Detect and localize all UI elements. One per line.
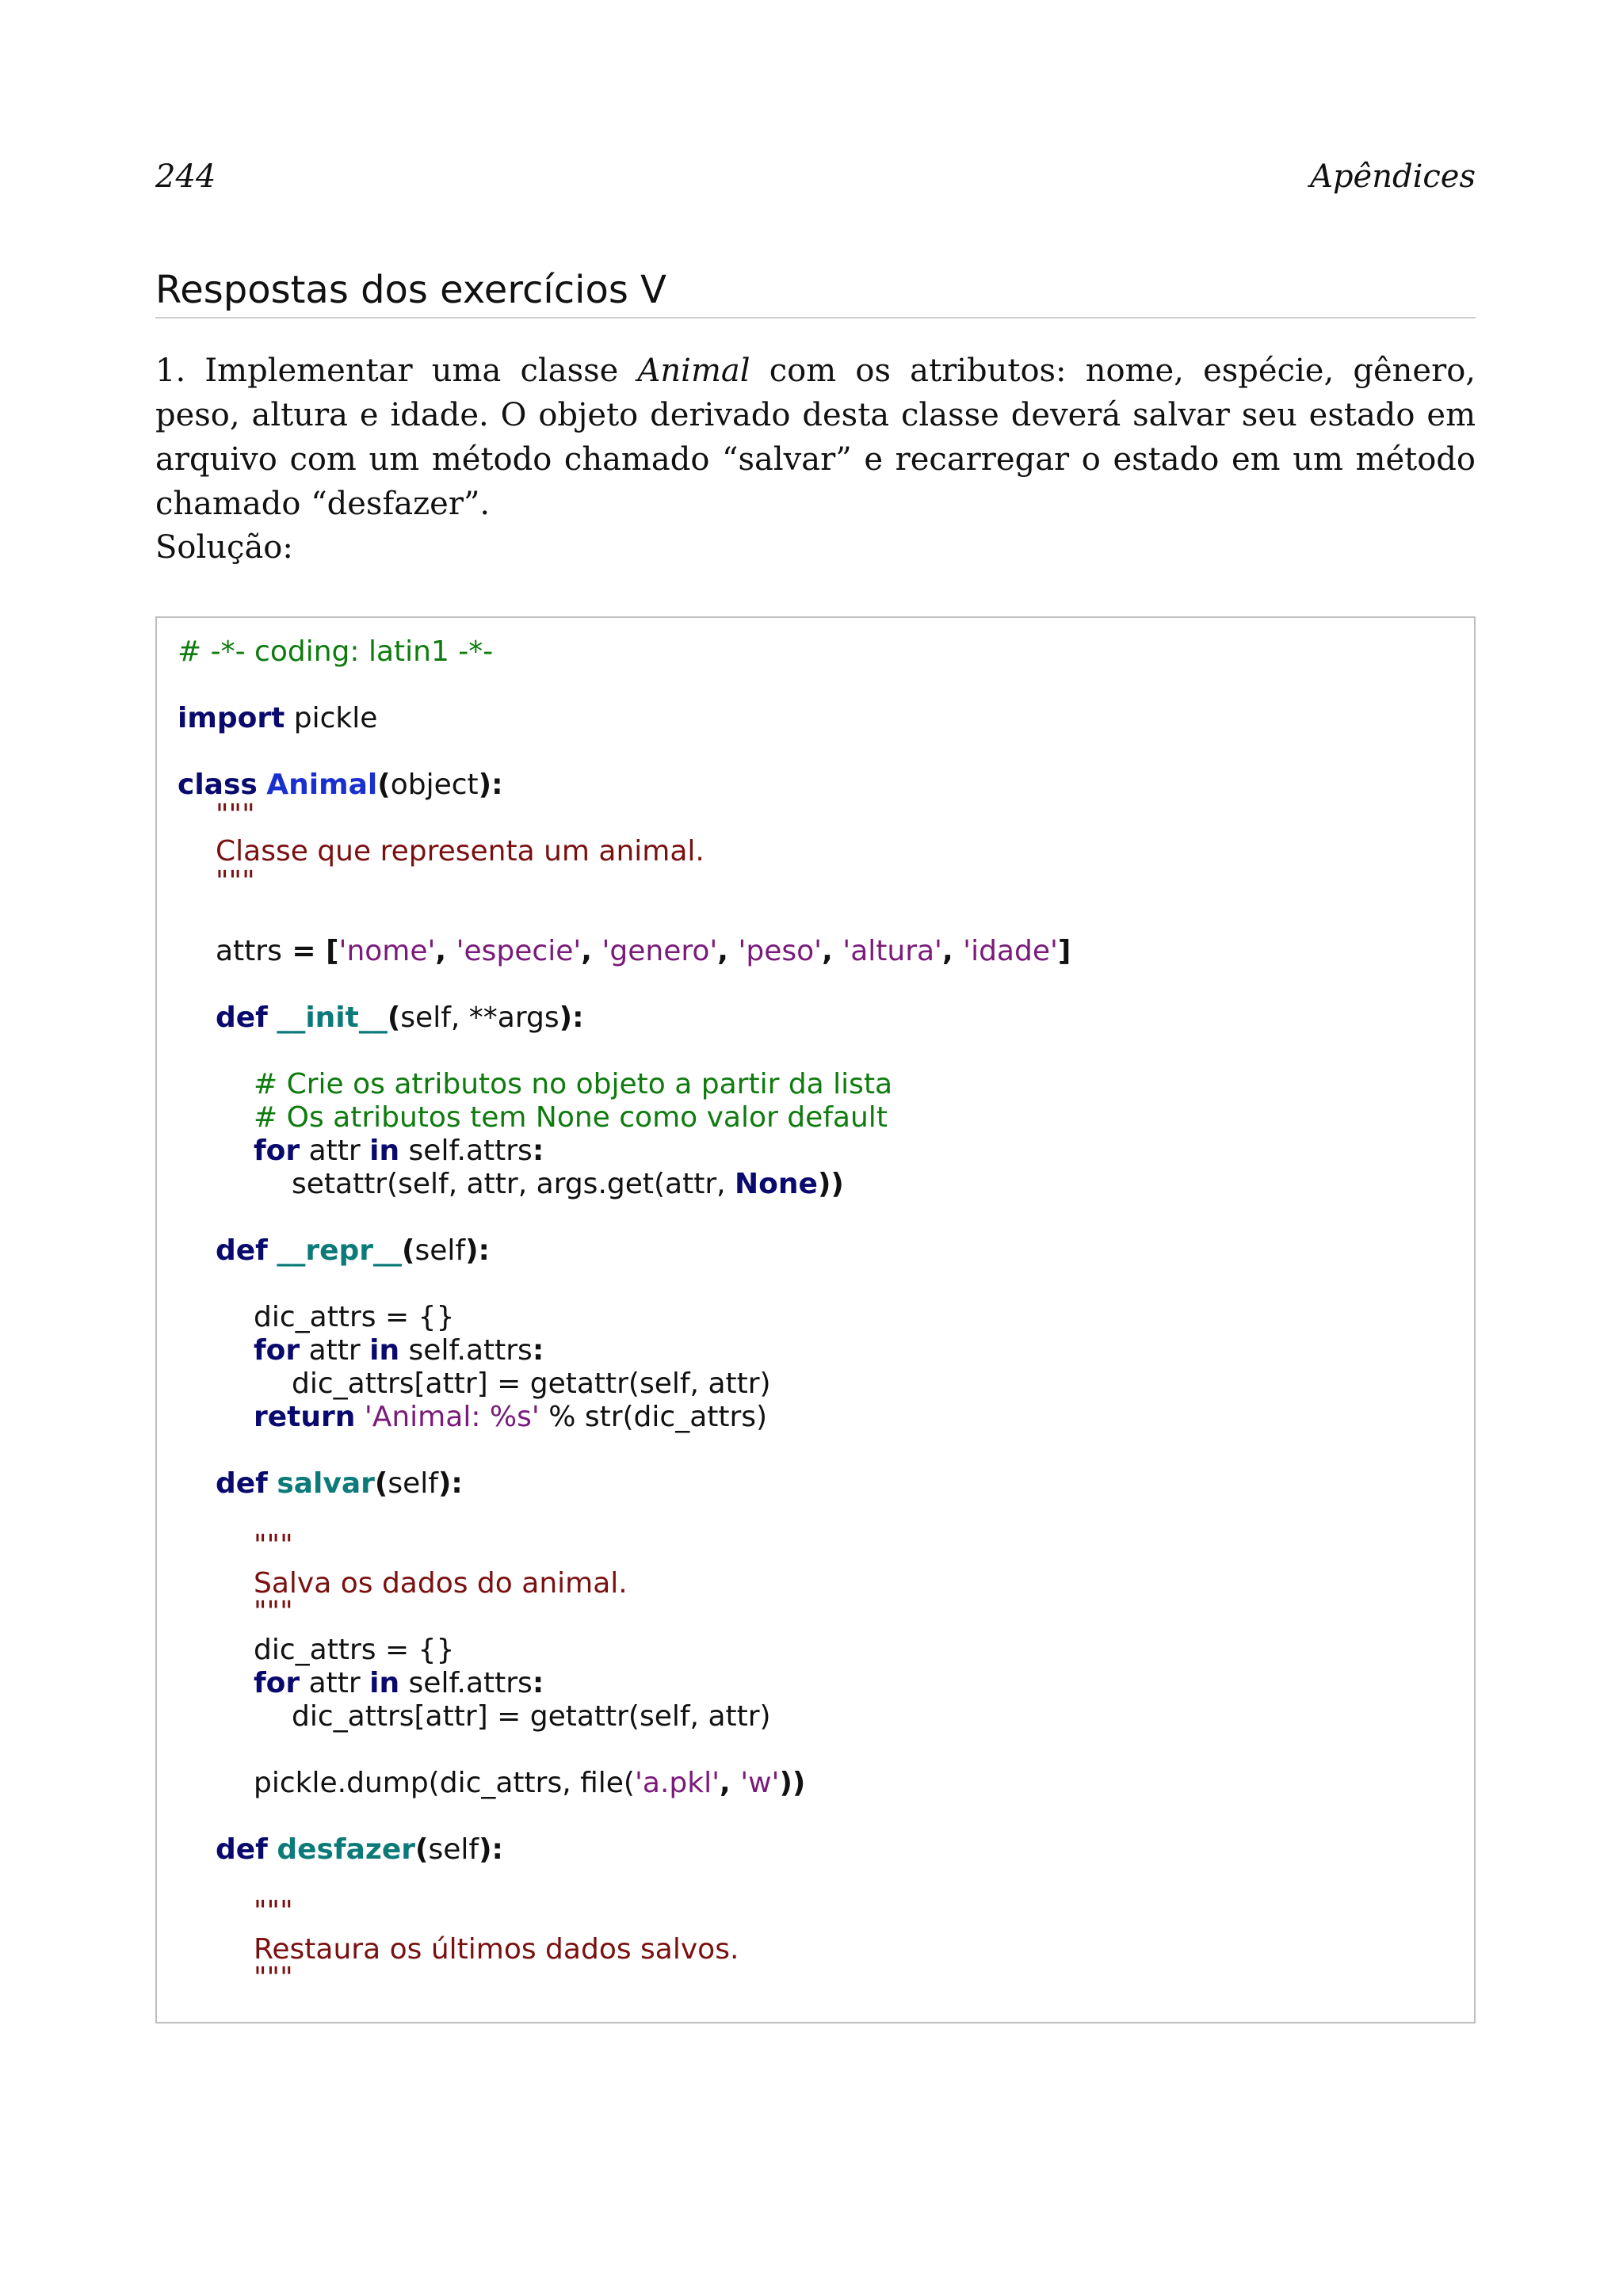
code-line-docquote — [216, 799, 255, 831]
code-docstring: Restaura os últimos dados salvos. — [254, 1933, 739, 1966]
code-text: pickle.dump(dic_attrs, file( — [254, 1767, 635, 1799]
code-keyword: import — [178, 702, 285, 734]
code-line-dic-init — [254, 1301, 454, 1333]
code-string: 'w' — [740, 1767, 780, 1799]
code-line-desfazer-doc — [254, 1933, 739, 1966]
code-text: % str(dic_attrs) — [539, 1401, 768, 1433]
code-line-return — [254, 1401, 767, 1433]
code-keyword: for — [254, 1334, 300, 1367]
code-keyword: def — [216, 1833, 268, 1866]
code-line-import — [178, 702, 377, 734]
code-string: 'altura' — [842, 935, 942, 967]
code-keyword: for — [254, 1135, 300, 1167]
code-function-name: __init__ — [277, 1001, 388, 1034]
code-line-salvar-doc — [254, 1567, 628, 1600]
code-box — [155, 616, 1476, 2023]
code-line-coding — [178, 635, 493, 668]
code-line-getattr — [292, 1367, 771, 1400]
code-line-for: for attr in self.attrs: — [254, 1135, 544, 1167]
code-line-comment — [254, 1101, 888, 1134]
code-line-def-init: def __init__(self, **args): — [216, 1001, 584, 1034]
code-docstring: Salva os dados do animal. — [254, 1567, 628, 1600]
code-text: attr — [300, 1667, 370, 1699]
code-keyword: def — [216, 1001, 268, 1034]
code-keyword: class — [178, 769, 258, 801]
code-keyword: None — [735, 1168, 818, 1200]
code-text: self — [428, 1833, 479, 1866]
code-line-def-salvar: def salvar(self): — [216, 1467, 463, 1500]
code-text: dic_attrs = {} — [254, 1634, 455, 1666]
code-keyword: def — [216, 1234, 268, 1267]
code-text: attr — [300, 1135, 370, 1167]
exercise-class-name: Animal — [637, 353, 750, 389]
code-line-attrs: attrs = ['nome', 'especie', 'genero', 'peso', 'altura', 'idade'] — [216, 935, 1071, 967]
code-string: 'idade' — [963, 935, 1058, 967]
code-line-docquote — [254, 1962, 293, 1994]
code-docstring: """ — [254, 1962, 293, 1994]
code-docstring: """ — [254, 1596, 293, 1628]
code-string: 'Animal: %s' — [364, 1401, 540, 1433]
running-header: Apêndices — [1310, 158, 1476, 195]
code-docstring: """ — [216, 865, 255, 898]
code-keyword: in — [369, 1334, 400, 1367]
code-comment: # Crie os atributos no objeto a partir da lista — [254, 1068, 893, 1100]
code-keyword: return — [254, 1401, 356, 1433]
code-line-getattr — [292, 1700, 771, 1733]
code-line-docquote — [254, 1529, 293, 1562]
code-text: attrs — [216, 935, 282, 967]
code-string: 'a.pkl' — [634, 1767, 720, 1799]
code-text: self — [388, 1467, 438, 1500]
code-line-docquote — [216, 865, 255, 898]
code-keyword: in — [369, 1667, 400, 1699]
code-text: self.attrs — [399, 1667, 533, 1699]
code-docstring: """ — [216, 799, 255, 831]
code-function-name: __repr__ — [277, 1234, 403, 1267]
code-text: self.attrs — [399, 1334, 533, 1367]
code-text: object — [390, 769, 479, 801]
code-string: 'genero' — [601, 935, 718, 967]
code-text: dic_attrs = {} — [254, 1301, 455, 1333]
code-class-name: Animal — [266, 769, 378, 801]
exercise-text — [155, 349, 1476, 526]
code-line-dump: pickle.dump(dic_attrs, file('a.pkl', 'w')) — [254, 1767, 806, 1799]
code-text: self, **args — [400, 1001, 559, 1034]
code-line-classdoc — [216, 835, 705, 868]
code-line-class: class Animal(object): — [178, 769, 503, 801]
code-text: self.attrs — [399, 1135, 533, 1167]
solution-label: Solução: — [155, 529, 293, 566]
code-text: attr — [300, 1334, 370, 1367]
exercise-text-after: com os atributos: nome, espécie, gênero, peso, altura e idade. O objeto derivado desta classe deverá salvar seu estado em arquivo com um método chamado “salvar” e recarregar o estado em um método chamado “desfazer”. — [155, 353, 1476, 522]
code-docstring: Classe que representa um animal. — [216, 835, 705, 868]
code-text: dic_attrs[attr] = getattr(self, attr) — [292, 1367, 771, 1400]
code-line-for: for attr in self.attrs: — [254, 1667, 544, 1699]
code-docstring: """ — [254, 1895, 293, 1928]
code-comment: # -*- coding: latin1 -*- — [178, 635, 494, 668]
code-line-for: for attr in self.attrs: — [254, 1334, 544, 1367]
code-line-docquote — [254, 1596, 293, 1628]
code-keyword: in — [369, 1135, 400, 1167]
code-line-docquote — [254, 1895, 293, 1928]
section-title: Respostas dos exercícios V — [155, 268, 1476, 318]
page-number: 244 — [155, 158, 216, 195]
code-string: 'peso' — [738, 935, 823, 967]
code-text: dic_attrs[attr] = getattr(self, attr) — [292, 1700, 771, 1733]
code-text: pickle — [285, 702, 378, 734]
code-keyword: def — [216, 1467, 268, 1500]
code-comment: # Os atributos tem None como valor default — [254, 1101, 888, 1134]
code-function-name: salvar — [277, 1467, 375, 1500]
code-text: self — [414, 1234, 466, 1267]
code-line-dic-init — [254, 1634, 454, 1666]
code-line-def-desfazer: def desfazer(self): — [216, 1833, 503, 1866]
code-docstring: """ — [254, 1529, 293, 1562]
code-function-name: desfazer — [277, 1833, 416, 1866]
code-line-setattr: setattr(self, attr, args.get(attr, None)) — [292, 1168, 844, 1200]
code-line-comment — [254, 1068, 892, 1100]
code-text: setattr(self, attr, args.get(attr, — [292, 1168, 735, 1200]
code-string: 'nome' — [338, 935, 436, 967]
code-keyword: for — [254, 1667, 300, 1699]
exercise-text-before: 1. Implementar uma classe — [155, 353, 638, 389]
code-line-def-repr: def __repr__(self): — [216, 1234, 490, 1267]
code-listing — [178, 635, 1071, 2292]
code-string: 'especie' — [456, 935, 582, 967]
